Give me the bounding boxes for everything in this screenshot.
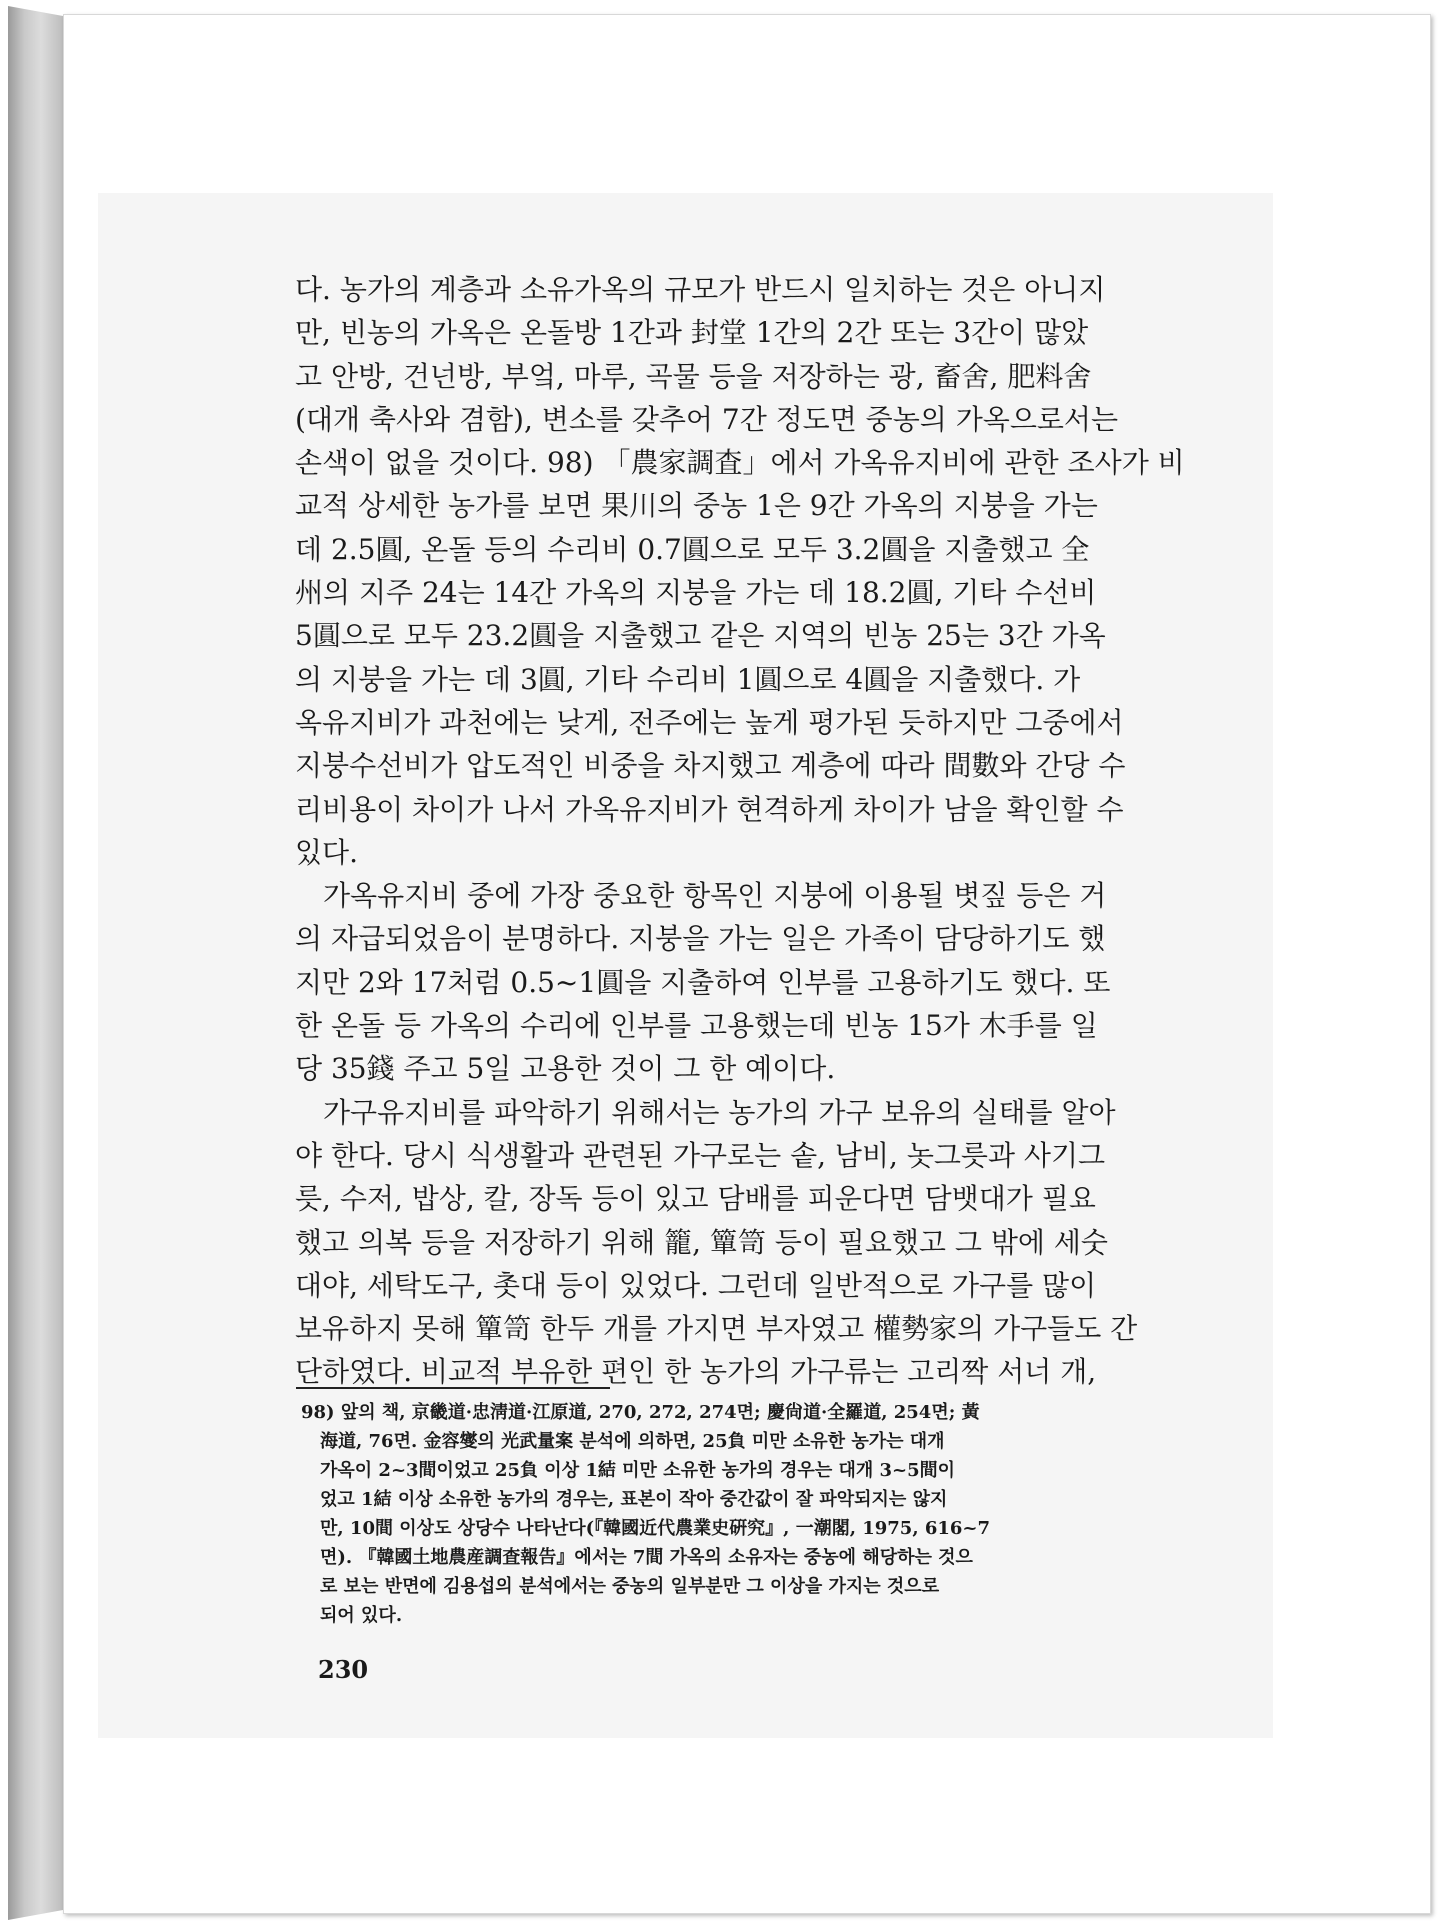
text-line: 릇, 수저, 밥상, 칼, 장독 등이 있고 담배를 피운다면 담뱃대가 필요	[295, 1182, 1096, 1216]
footnote-line: 로 보는 반면에 김용섭의 분석에서는 중농의 일부분만 그 이상을 가지는 것으로	[320, 1576, 940, 1597]
footnote-line: 면). 『韓國土地農産調査報告』에서는 7間 가옥의 소유자는 중농에 해당하는 것으	[320, 1547, 973, 1568]
text-line: 옥유지비가 과천에는 낮게, 전주에는 높게 평가된 듯하지만 그중에서	[295, 705, 1124, 739]
text-line: 대야, 세탁도구, 촛대 등이 있었다. 그런데 일반적으로 가구를 많이	[295, 1268, 1097, 1302]
footnote-block	[301, 1398, 1245, 1630]
text-line: 데 2.5圓, 온돌 등의 수리비 0.7圓으로 모두 3.2圓을 지출했고 全	[295, 532, 1090, 566]
text-line: 다. 농가의 계층과 소유가옥의 규모가 반드시 일치하는 것은 아니지	[295, 273, 1106, 306]
text-line: 야 한다. 당시 식생활과 관련된 가구로는 솥, 남비, 놋그릇과 사기그	[295, 1138, 1106, 1172]
text-line: 의 자급되었음이 분명하다. 지붕을 가는 일은 가족이 담당하기도 했	[295, 922, 1106, 956]
body-text	[295, 268, 1245, 1394]
text-line: 당 35錢 주고 5일 고용한 것이 그 한 예이다.	[295, 1052, 836, 1086]
text-line: 리비용이 차이가 나서 가옥유지비가 현격하게 차이가 남을 확인할 수	[295, 792, 1124, 826]
footnote-line: 만, 10間 이상도 상당수 나타난다(『韓國近代農業史硏究』, 一潮閣, 1975, 616~7	[320, 1518, 991, 1539]
footnote-divider	[296, 1387, 610, 1389]
paragraph-start-line: 가구유지비를 파악하기 위해서는 농가의 가구 보유의 실태를 알아	[323, 1095, 1116, 1129]
text-line: 했고 의복 등을 저장하기 위해 籠, 簞笥 등이 필요했고 그 밖에 세숫	[295, 1225, 1108, 1259]
text-line: 5圓으로 모두 23.2圓을 지출했고 같은 지역의 빈농 25는 3간 가옥	[295, 619, 1106, 653]
footnote-line: 었고 1結 이상 소유한 농가의 경우는, 표본이 작아 중간값이 잘 파악되지는 않지	[320, 1489, 948, 1510]
text-line: 고 안방, 건넌방, 부엌, 마루, 곡물 등을 저장하는 광, 畜舍, 肥料舍	[295, 359, 1092, 393]
text-line: 州의 지주 24는 14간 가옥의 지붕을 가는 데 18.2圓, 기타 수선비	[295, 576, 1097, 610]
paragraph-start-line: 가옥유지비 중에 가장 중요한 항목인 지붕에 이용될 볏짚 등은 거	[323, 879, 1107, 913]
text-line: 있다.	[295, 835, 358, 869]
footnote-line: 되어 있다.	[320, 1605, 403, 1626]
text-line: 지만 2와 17처럼 0.5~1圓을 지출하여 인부를 고용하기도 했다. 또	[295, 965, 1111, 999]
text-line: 한 온돌 등 가옥의 수리에 인부를 고용했는데 빈농 15가 木手를 일	[295, 1009, 1098, 1043]
page-number: 230	[318, 1655, 369, 1684]
text-line: 보유하지 못해 簞笥 한두 개를 가지면 부자였고 權勢家의 가구들도 간	[295, 1312, 1138, 1346]
text-line: 교적 상세한 농가를 보면 果川의 중농 1은 9간 가옥의 지붕을 가는	[295, 489, 1098, 523]
footnote-line: 海道, 76면. 金容燮의 光武量案 분석에 의하면, 25負 미만 소유한 농가는 대개	[320, 1431, 945, 1452]
text-line: 손색이 없을 것이다. 98) 「農家調査」에서 가옥유지비에 관한 조사가 비	[295, 446, 1185, 480]
footnote-line: 가옥이 2~3間이었고 25負 이상 1結 미만 소유한 농가의 경우는 대개 3~5間이	[320, 1460, 956, 1481]
text-line: (대개 축사와 겸함), 변소를 갖추어 7간 정도면 중농의 가옥으로서는	[295, 402, 1119, 436]
book-spine	[8, 6, 63, 1920]
text-line: 만, 빈농의 가옥은 온돌방 1간과 封堂 1간의 2간 또는 3간이 많았	[295, 316, 1089, 350]
text-line: 의 지붕을 가는 데 3圓, 기타 수리비 1圓으로 4圓을 지출했다. 가	[295, 662, 1081, 696]
text-line: 지붕수선비가 압도적인 비중을 차지했고 계층에 따라 間數와 간당 수	[295, 749, 1126, 783]
text-line: 단하였다. 비교적 부유한 편인 한 농가의 가구류는 고리짝 서너 개,	[295, 1355, 1097, 1389]
footnote-line: 98) 앞의 책, 京畿道·忠淸道·江原道, 270, 272, 274면; 慶尙道·全羅道, 254면; 黃	[301, 1402, 980, 1423]
